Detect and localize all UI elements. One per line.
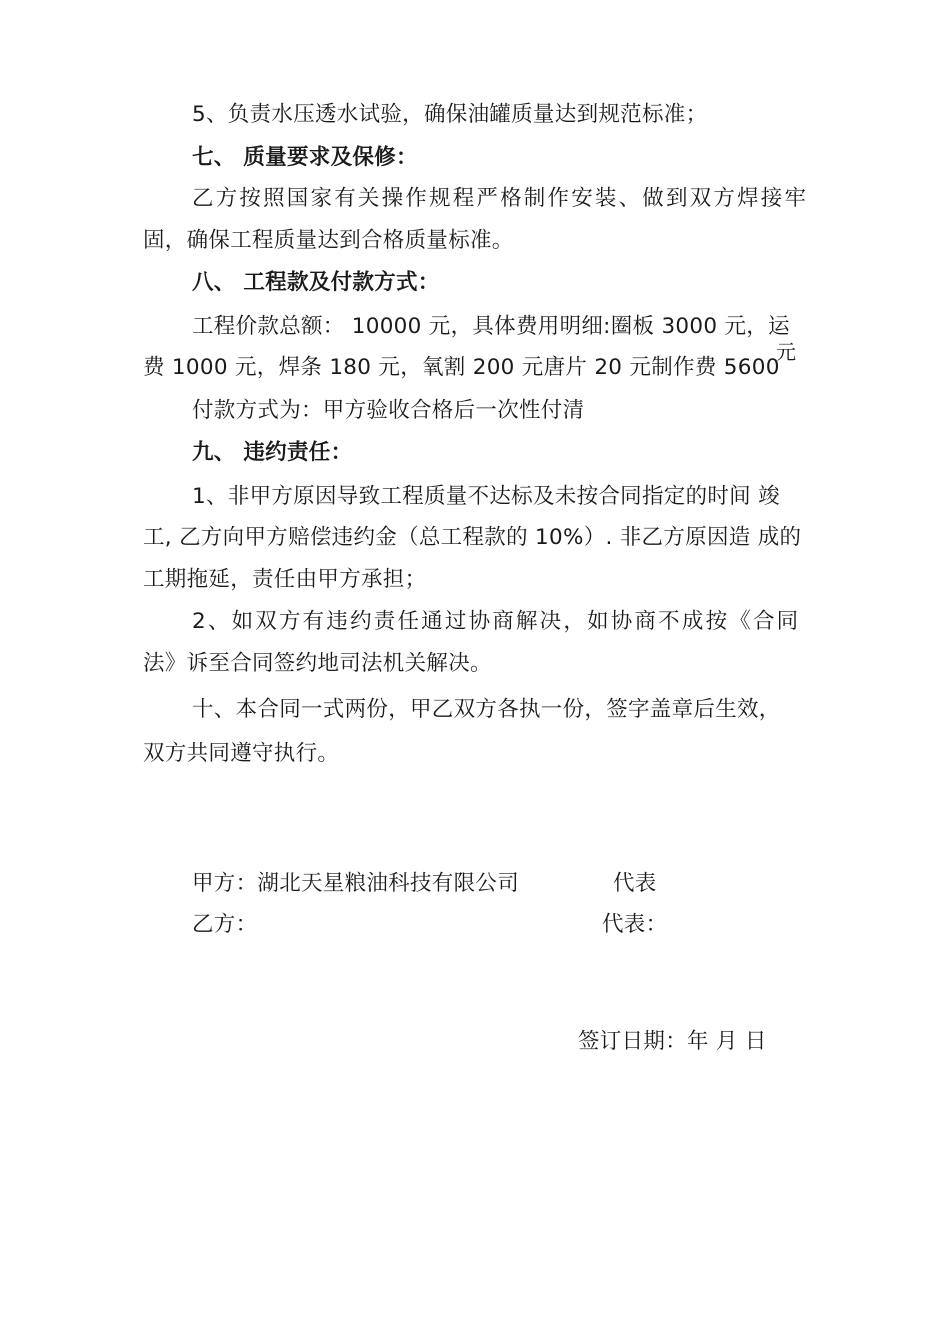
section-9-item-2-line-2: 法》诉至合同签约地司法机关解决。 bbox=[143, 651, 492, 676]
section-8-price-line-1: 工程价款总额： 10000 元，具体费用明细:圈板 3000 元，运 bbox=[192, 314, 790, 339]
section-7-heading: 七、 质量要求及保修： bbox=[192, 145, 418, 170]
section-9-item-1-line-3: 工期拖延，责任由甲方承担； bbox=[143, 567, 427, 592]
party-b-representative: 代表： bbox=[602, 912, 668, 937]
section-8-heading: 八、 工程款及付款方式： bbox=[192, 270, 440, 295]
section-8-price-unit: 元 bbox=[776, 340, 796, 364]
section-10-line-1: 十、本合同一式两份，甲乙双方各执一份，签字盖章后生效， bbox=[192, 697, 781, 722]
section-9-item-2-line-1: 2、如双方有违约责任通过协商解决，如协商不成按《合同 bbox=[192, 609, 801, 634]
section-7-text-line-2: 固，确保工程质量达到合格质量标准。 bbox=[143, 228, 514, 253]
party-b-signature: 乙方： bbox=[192, 912, 258, 937]
party-a-signature: 甲方：湖北天星粮油科技有限公司 bbox=[192, 871, 520, 896]
section-10-line-2: 双方共同遵守执行。 bbox=[143, 741, 340, 766]
section-9-item-1-line-2: 工, 乙方向甲方赔偿违约金（总工程款的 10%）. 非乙方原因造 成的 bbox=[143, 525, 802, 550]
section-8-payment-method: 付款方式为：甲方验收合格后一次性付清 bbox=[192, 398, 585, 423]
sign-date: 签订日期：年 月 日 bbox=[578, 1029, 767, 1054]
clause-6-item-5: 5、负责水压透水试验，确保油罐质量达到规范标准； bbox=[192, 102, 708, 127]
party-a-representative: 代表 bbox=[613, 871, 657, 896]
section-8-price-line-2: 费 1000 元，焊条 180 元，氧割 200 元唐片 20 元制作费 5600 bbox=[143, 355, 780, 380]
section-9-heading: 九、 违约责任： bbox=[192, 440, 353, 465]
section-9-item-1-line-1: 1、非甲方原因导致工程质量不达标及未按合同指定的时间 竣 bbox=[192, 484, 780, 509]
section-7-text-line-1: 乙方按照国家有关操作规程严格制作安装、做到双方焊接牢 bbox=[192, 186, 809, 211]
